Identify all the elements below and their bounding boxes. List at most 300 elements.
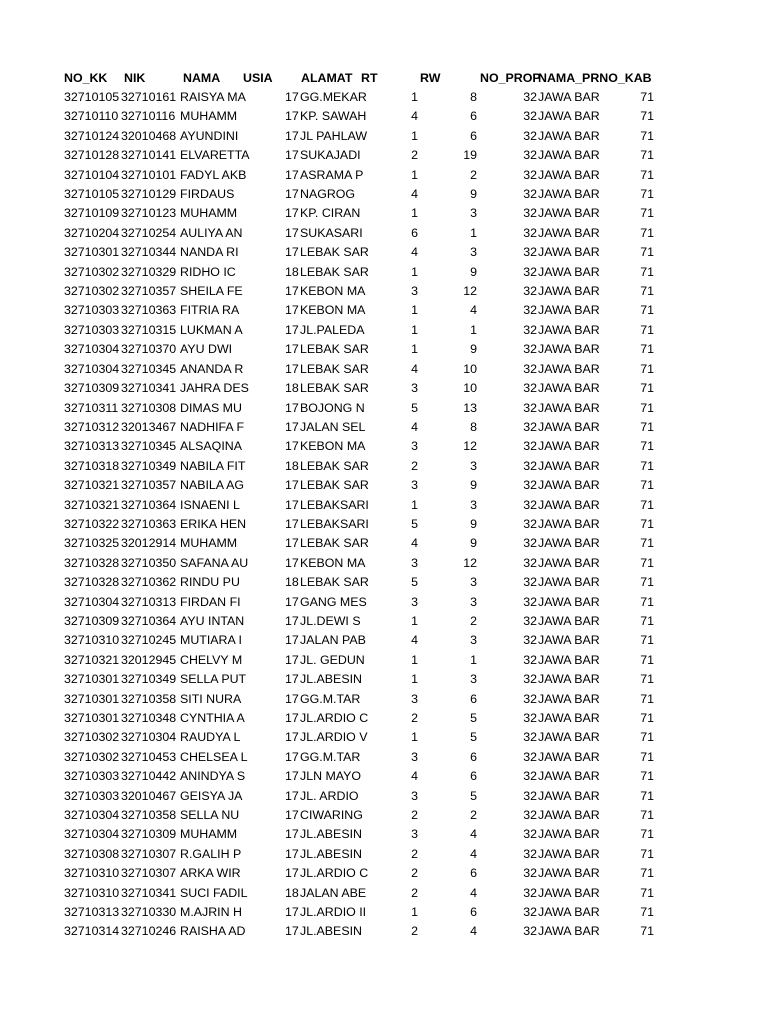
cell-alamat: JL.PALEDA	[300, 322, 365, 337]
cell-alamat: NAGROG	[300, 187, 356, 202]
cell-no-kk: 32710104	[64, 167, 120, 182]
cell-nama: FITRIA RA	[180, 303, 240, 318]
cell-no-kab: 71	[640, 206, 654, 221]
cell-nik: 32710357	[121, 284, 177, 299]
cell-rw: 3	[470, 497, 477, 512]
table-row	[0, 534, 768, 553]
spreadsheet	[0, 68, 768, 942]
cell-no-prop: 32	[523, 516, 537, 531]
cell-no-kab: 71	[640, 652, 654, 667]
table-row	[0, 767, 768, 786]
cell-no-kk: 32710318	[64, 458, 120, 473]
table-row	[0, 631, 768, 650]
cell-nama-prop: JAWA BAR	[538, 245, 600, 260]
table-row	[0, 379, 768, 398]
cell-usia: 17	[285, 594, 299, 609]
cell-rw: 5	[470, 730, 477, 745]
header-nik: NIK	[124, 71, 146, 85]
cell-alamat: JL.ARDIO C	[300, 866, 369, 881]
cell-nama-prop: JAWA BAR	[538, 458, 600, 473]
cell-no-kk: 32710109	[64, 206, 120, 221]
cell-usia: 18	[285, 381, 299, 396]
cell-no-kk: 32710301	[64, 245, 120, 260]
cell-no-prop: 32	[523, 361, 537, 376]
cell-rw: 6	[470, 109, 477, 124]
cell-usia: 18	[285, 458, 299, 473]
cell-nama-prop: JAWA BAR	[538, 536, 600, 551]
table-row	[0, 903, 768, 922]
cell-alamat: BOJONG N	[300, 400, 365, 415]
cell-nama-prop: JAWA BAR	[538, 361, 600, 376]
cell-alamat: JL.ABESIN	[300, 672, 362, 687]
table-row	[0, 360, 768, 379]
cell-usia: 17	[285, 652, 299, 667]
cell-no-kab: 71	[640, 555, 654, 570]
cell-rw: 12	[463, 439, 477, 454]
cell-nama: ISNAENI L	[180, 497, 240, 512]
cell-alamat: JL.ARDIO II	[300, 905, 367, 920]
cell-no-prop: 32	[523, 167, 537, 182]
table-row	[0, 243, 768, 262]
cell-nik: 32010468	[121, 128, 177, 143]
cell-no-prop: 32	[523, 497, 537, 512]
cell-no-kk: 32710301	[64, 711, 120, 725]
cell-rt: 1	[411, 264, 418, 279]
cell-rw: 6	[470, 905, 477, 920]
cell-no-kab: 71	[640, 342, 654, 357]
cell-alamat: LEBAK SAR	[300, 381, 369, 396]
cell-nik: 32710123	[121, 206, 177, 221]
cell-usia: 17	[285, 555, 299, 570]
table-row	[0, 709, 768, 728]
cell-no-prop: 32	[523, 148, 537, 163]
cell-nama: RAUDYA L	[180, 730, 241, 745]
cell-nama: NABILA AG	[180, 478, 245, 493]
cell-nama: GEISYA JA	[180, 788, 243, 803]
cell-no-kab: 71	[640, 109, 654, 124]
cell-rw: 1	[470, 225, 477, 240]
cell-nama-prop: JAWA BAR	[538, 478, 600, 493]
cell-rt: 1	[411, 613, 418, 628]
cell-no-prop: 32	[523, 109, 537, 124]
cell-nama: AYUNDINI	[180, 128, 239, 143]
cell-alamat: JALAN PAB	[300, 633, 366, 648]
cell-nik: 32710246	[121, 924, 177, 939]
cell-nama-prop: JAWA BAR	[538, 284, 600, 299]
cell-nama: NABILA FIT	[180, 458, 246, 473]
cell-usia: 17	[285, 167, 299, 182]
table-row	[0, 224, 768, 243]
cell-rw: 1	[470, 322, 477, 337]
cell-no-kab: 71	[640, 827, 654, 842]
cell-rw: 3	[470, 575, 477, 590]
cell-rt: 4	[411, 245, 418, 260]
cell-rt: 3	[411, 827, 418, 842]
cell-no-kab: 71	[640, 711, 654, 725]
cell-usia: 17	[285, 187, 299, 202]
cell-no-prop: 32	[523, 594, 537, 609]
table-row	[0, 88, 768, 107]
cell-no-kab: 71	[640, 90, 654, 104]
cell-alamat: KEBON MA	[300, 555, 366, 570]
cell-alamat: JALAN ABE	[300, 885, 367, 900]
cell-nama-prop: JAWA BAR	[538, 885, 600, 900]
table-row	[0, 107, 768, 126]
cell-no-prop: 32	[523, 788, 537, 803]
cell-no-kk: 32710310	[64, 866, 120, 881]
cell-nik: 32710364	[121, 613, 177, 628]
cell-nama-prop: JAWA BAR	[538, 652, 600, 667]
table-row	[0, 437, 768, 456]
header-no-prop: NO_PROP	[480, 71, 541, 85]
cell-nik: 32710349	[121, 672, 177, 687]
cell-nik: 32710363	[121, 516, 177, 531]
cell-rw: 6	[470, 749, 477, 764]
cell-usia: 17	[285, 361, 299, 376]
cell-alamat: JL.ABESIN	[300, 827, 362, 842]
cell-usia: 18	[285, 885, 299, 900]
cell-rt: 4	[411, 769, 418, 784]
cell-nama-prop: JAWA BAR	[538, 866, 600, 881]
cell-nama: ERIKA HEN	[180, 516, 247, 531]
cell-rw: 10	[463, 361, 477, 376]
cell-nama-prop: JAWA BAR	[538, 594, 600, 609]
cell-rw: 5	[470, 788, 477, 803]
cell-alamat: KP. SAWAH	[300, 109, 367, 124]
cell-no-kk: 32710304	[64, 594, 120, 609]
cell-usia: 17	[285, 303, 299, 318]
cell-nama: RAISYA MA	[180, 90, 246, 104]
cell-alamat: KP. CIRAN	[300, 206, 361, 221]
cell-nik: 32710313	[121, 594, 177, 609]
cell-nama: MUTIARA I	[180, 633, 242, 648]
cell-rt: 1	[411, 672, 418, 687]
cell-rt: 2	[411, 924, 418, 939]
cell-rt: 1	[411, 342, 418, 357]
table-row	[0, 864, 768, 883]
cell-usia: 18	[285, 264, 299, 279]
cell-usia: 17	[285, 769, 299, 784]
cell-alamat: JALAN SEL	[300, 419, 366, 434]
cell-rt: 5	[411, 400, 418, 415]
cell-rw: 8	[470, 419, 477, 434]
cell-no-prop: 32	[523, 206, 537, 221]
cell-rt: 1	[411, 90, 418, 104]
cell-nama: R.GALIH P	[180, 846, 242, 861]
table-row	[0, 573, 768, 592]
cell-nama-prop: JAWA BAR	[538, 439, 600, 454]
cell-rw: 4	[470, 846, 477, 861]
cell-alamat: LEBAKSARI	[300, 497, 369, 512]
table-row	[0, 845, 768, 864]
cell-usia: 17	[285, 206, 299, 221]
cell-no-kk: 32710304	[64, 342, 120, 357]
cell-nama: MUHAMM	[180, 827, 238, 842]
cell-rw: 3	[470, 672, 477, 687]
cell-no-prop: 32	[523, 652, 537, 667]
table-row	[0, 651, 768, 670]
header-no-kk: NO_KK	[64, 71, 108, 85]
cell-no-kab: 71	[640, 439, 654, 454]
cell-no-kk: 32710302	[64, 749, 120, 764]
cell-alamat: LEBAK SAR	[300, 575, 369, 590]
cell-no-kab: 71	[640, 187, 654, 202]
cell-nik: 32710315	[121, 322, 177, 337]
cell-nama-prop: JAWA BAR	[538, 109, 600, 124]
cell-no-kab: 71	[640, 749, 654, 764]
cell-alamat: JL PAHLAW	[300, 128, 368, 143]
cell-no-kk: 32710328	[64, 575, 120, 590]
cell-no-kab: 71	[640, 148, 654, 163]
cell-alamat: LEBAK SAR	[300, 478, 369, 493]
cell-nik: 32710341	[121, 381, 177, 396]
cell-no-prop: 32	[523, 827, 537, 842]
cell-no-kk: 32710314	[64, 924, 120, 939]
cell-no-kk: 32710105	[64, 187, 120, 202]
cell-rt: 1	[411, 652, 418, 667]
cell-rw: 5	[470, 711, 477, 725]
cell-nama: SUCI FADIL	[180, 885, 248, 900]
cell-rt: 2	[411, 885, 418, 900]
cell-no-kab: 71	[640, 225, 654, 240]
cell-rt: 1	[411, 128, 418, 143]
cell-nama-prop: JAWA BAR	[538, 264, 600, 279]
table-row	[0, 496, 768, 515]
cell-usia: 17	[285, 788, 299, 803]
cell-no-prop: 32	[523, 128, 537, 143]
cell-nik: 32710116	[121, 109, 176, 124]
cell-no-prop: 32	[523, 303, 537, 318]
table-row	[0, 748, 768, 767]
cell-rt: 1	[411, 322, 418, 337]
cell-no-kab: 71	[640, 516, 654, 531]
cell-rw: 6	[470, 866, 477, 881]
cell-no-kk: 32710303	[64, 769, 120, 784]
table-row	[0, 263, 768, 282]
cell-usia: 17	[285, 90, 299, 104]
cell-usia: 17	[285, 284, 299, 299]
cell-rt: 1	[411, 497, 418, 512]
cell-nama: CYNTHIA A	[180, 711, 245, 725]
header-nama-prop-no-kab: NAMA_PRNO_KAB	[538, 71, 652, 85]
cell-no-kab: 71	[640, 575, 654, 590]
cell-rw: 8	[470, 90, 477, 104]
cell-nama-prop: JAWA BAR	[538, 749, 600, 764]
cell-usia: 17	[285, 924, 299, 939]
cell-rw: 3	[470, 594, 477, 609]
cell-usia: 17	[285, 148, 299, 163]
cell-rw: 1	[470, 652, 477, 667]
cell-alamat: GG.M.TAR	[300, 691, 361, 706]
cell-alamat: GANG MES	[300, 594, 367, 609]
cell-nama: SELLA PUT	[180, 672, 247, 687]
cell-nama-prop: JAWA BAR	[538, 187, 600, 202]
cell-nama-prop: JAWA BAR	[538, 516, 600, 531]
cell-no-prop: 32	[523, 613, 537, 628]
cell-no-kab: 71	[640, 419, 654, 434]
cell-no-prop: 32	[523, 749, 537, 764]
cell-no-prop: 32	[523, 400, 537, 415]
table-row	[0, 670, 768, 689]
cell-no-prop: 32	[523, 905, 537, 920]
cell-no-prop: 32	[523, 846, 537, 861]
table-row	[0, 321, 768, 340]
cell-nik: 32710141	[121, 148, 177, 163]
cell-no-prop: 32	[523, 885, 537, 900]
cell-no-kab: 71	[640, 846, 654, 861]
cell-usia: 17	[285, 672, 299, 687]
cell-rw: 13	[463, 400, 477, 415]
cell-no-kk: 32710310	[64, 885, 120, 900]
table-row	[0, 554, 768, 573]
cell-usia: 17	[285, 846, 299, 861]
cell-nama: NADHIFA F	[180, 419, 245, 434]
cell-rt: 2	[411, 148, 418, 163]
cell-rw: 2	[470, 613, 477, 628]
cell-nik: 32710307	[121, 846, 177, 861]
cell-alamat: GG.MEKAR	[300, 90, 367, 104]
table-row	[0, 515, 768, 534]
cell-nama: FIRDAN FI	[180, 594, 241, 609]
cell-alamat: LEBAK SAR	[300, 536, 369, 551]
cell-nama-prop: JAWA BAR	[538, 342, 600, 357]
cell-alamat: JLN MAYO	[300, 769, 362, 784]
cell-nama-prop: JAWA BAR	[538, 381, 600, 396]
cell-no-kk: 32710304	[64, 808, 120, 823]
cell-no-prop: 32	[523, 284, 537, 299]
cell-no-kk: 32710301	[64, 672, 120, 687]
cell-nik: 32710304	[121, 730, 177, 745]
table-row	[0, 787, 768, 806]
cell-rw: 2	[470, 808, 477, 823]
cell-nama: ELVARETTA	[180, 148, 250, 163]
cell-no-kab: 71	[640, 613, 654, 628]
cell-rw: 12	[463, 555, 477, 570]
cell-nama-prop: JAWA BAR	[538, 167, 600, 182]
cell-rw: 3	[470, 245, 477, 260]
cell-no-kab: 71	[640, 245, 654, 260]
cell-nik: 32710349	[121, 458, 177, 473]
table-row	[0, 806, 768, 825]
cell-rw: 6	[470, 769, 477, 784]
cell-rt: 4	[411, 536, 418, 551]
cell-usia: 17	[285, 439, 299, 454]
cell-rt: 3	[411, 284, 418, 299]
table-row	[0, 825, 768, 844]
cell-rt: 2	[411, 846, 418, 861]
cell-nama-prop: JAWA BAR	[538, 575, 600, 590]
cell-nama-prop: JAWA BAR	[538, 225, 600, 240]
cell-no-prop: 32	[523, 555, 537, 570]
cell-usia: 17	[285, 342, 299, 357]
cell-no-kab: 71	[640, 924, 654, 939]
cell-usia: 17	[285, 536, 299, 551]
cell-no-kk: 32710303	[64, 322, 120, 337]
cell-usia: 17	[285, 419, 299, 434]
table-row	[0, 166, 768, 185]
table-row	[0, 922, 768, 941]
cell-alamat: LEBAK SAR	[300, 342, 369, 357]
cell-nama: JAHRA DES	[180, 381, 249, 396]
cell-no-kk: 32710313	[64, 905, 120, 920]
cell-no-kab: 71	[640, 885, 654, 900]
cell-no-prop: 32	[523, 769, 537, 784]
cell-no-prop: 32	[523, 90, 537, 104]
cell-nama: SELLA NU	[180, 808, 240, 823]
cell-usia: 17	[285, 478, 299, 493]
cell-no-prop: 32	[523, 225, 537, 240]
cell-rw: 9	[470, 264, 477, 279]
cell-rt: 3	[411, 788, 418, 803]
cell-no-prop: 32	[523, 633, 537, 648]
cell-nama-prop: JAWA BAR	[538, 672, 600, 687]
cell-rt: 3	[411, 555, 418, 570]
cell-nik: 32710161	[121, 90, 177, 104]
cell-nama-prop: JAWA BAR	[538, 827, 600, 842]
cell-no-prop: 32	[523, 672, 537, 687]
cell-no-kk: 32710310	[64, 633, 120, 648]
table-body	[0, 88, 768, 942]
cell-nama: LUKMAN A	[180, 322, 243, 337]
cell-nik: 32710341	[121, 885, 177, 900]
cell-alamat: GG.M.TAR	[300, 749, 361, 764]
cell-no-kk: 32710302	[64, 264, 120, 279]
cell-rt: 3	[411, 749, 418, 764]
cell-usia: 17	[285, 633, 299, 648]
table-row	[0, 612, 768, 631]
header-row	[0, 68, 768, 88]
cell-no-kab: 71	[640, 672, 654, 687]
cell-alamat: LEBAKSARI	[300, 516, 369, 531]
cell-no-kk: 32710325	[64, 536, 120, 551]
cell-nik: 32013467	[121, 419, 177, 434]
cell-nama: M.AJRIN H	[180, 905, 242, 920]
cell-usia: 17	[285, 109, 299, 124]
cell-nama-prop: JAWA BAR	[538, 148, 600, 163]
cell-nama: MUHAMM	[180, 206, 238, 221]
cell-usia: 17	[285, 827, 299, 842]
cell-alamat: JL.ABESIN	[300, 924, 362, 939]
cell-rw: 3	[470, 458, 477, 473]
cell-nama-prop: JAWA BAR	[538, 206, 600, 221]
cell-nama-prop: JAWA BAR	[538, 322, 600, 337]
cell-nama: ARKA WIR	[180, 866, 241, 881]
cell-no-kk: 32710301	[64, 691, 120, 706]
cell-alamat: SUKAJADI	[300, 148, 361, 163]
cell-rt: 4	[411, 187, 418, 202]
cell-usia: 17	[285, 691, 299, 706]
cell-no-kk: 32710302	[64, 730, 120, 745]
cell-nik: 32710129	[121, 187, 177, 202]
cell-nama: CHELVY M	[180, 652, 243, 667]
table-row	[0, 185, 768, 204]
cell-rw: 4	[470, 885, 477, 900]
cell-rw: 2	[470, 167, 477, 182]
cell-nama: ALSAQINA	[180, 439, 242, 454]
cell-rw: 4	[470, 303, 477, 318]
cell-no-kab: 71	[640, 633, 654, 648]
cell-nama: SITI NURA	[180, 691, 242, 706]
cell-nama: NANDA RI	[180, 245, 239, 260]
cell-alamat: KEBON MA	[300, 303, 366, 318]
cell-nama: AYU INTAN	[180, 613, 245, 628]
cell-no-kab: 71	[640, 167, 654, 182]
cell-rw: 4	[470, 827, 477, 842]
cell-no-kk: 32710309	[64, 613, 120, 628]
cell-rt: 3	[411, 594, 418, 609]
cell-rw: 9	[470, 478, 477, 493]
cell-no-kk: 32710302	[64, 284, 120, 299]
